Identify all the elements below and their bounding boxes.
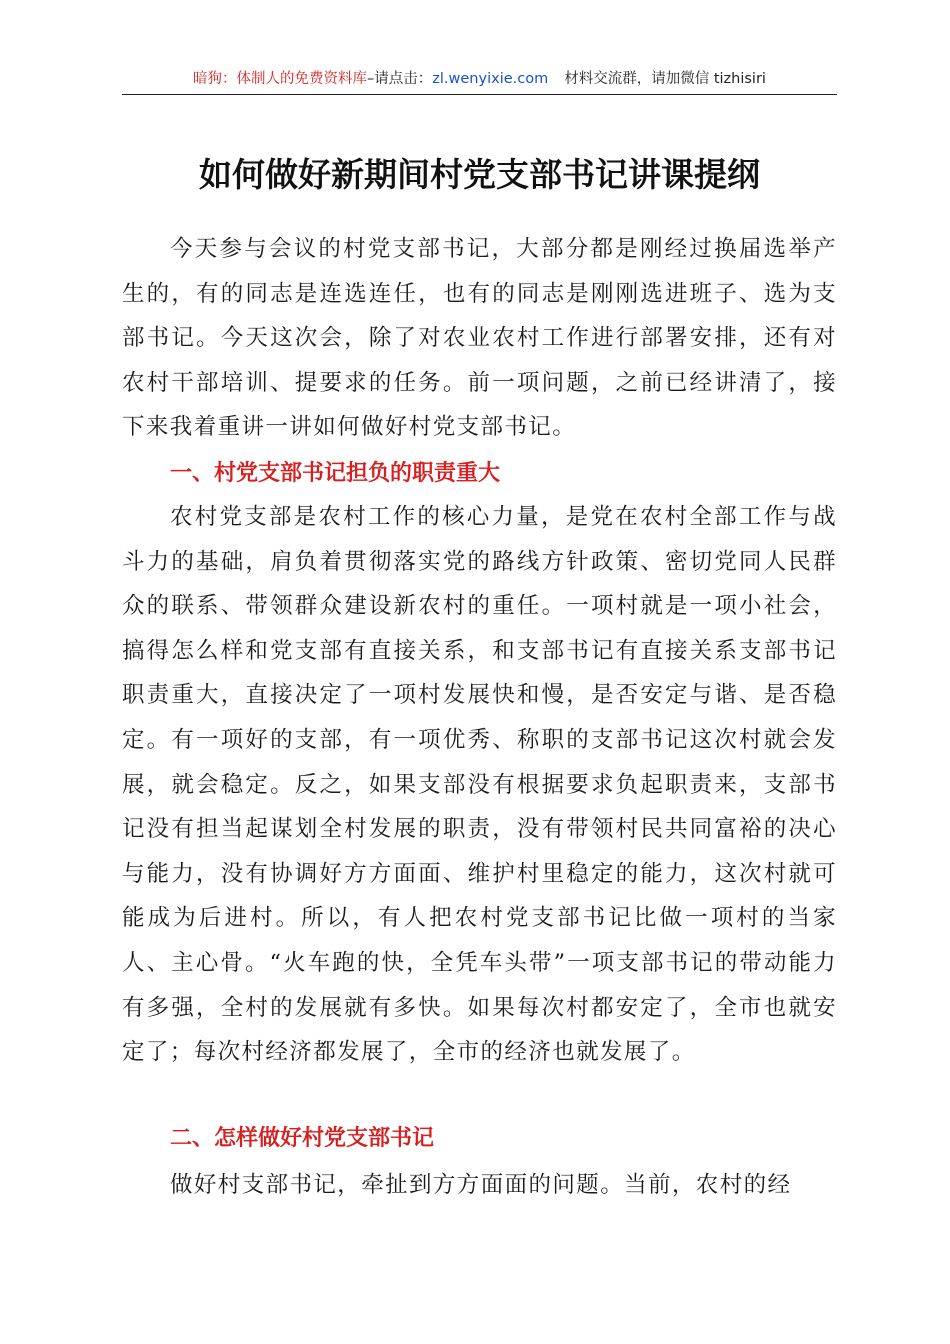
header-group-info: 材料交流群，请加微信 tizhisiri: [564, 71, 766, 87]
page-header: [122, 68, 837, 95]
section-1-heading: 一、村党支部书记担负的职责重大: [170, 461, 501, 486]
header-brand: 暗狗：体制人的免费资料库: [193, 71, 368, 87]
section-1-paragraph: 农村党支部是农村工作的核心力量，是党在农村全部工作与战斗力的基础，肩负着贯彻落实党的路线方针政策、密切党同人民群众的联系、带领群众建设新农村的重任。一项村就是一项小社会，搞得怎么样和党支部有直接关系，和支部书记有直接关系支部书记职责重大，直接决定了一项村发展快和慢，是否安定与谐、是否稳定。有一项好的支部，有一项优秀、称职的支部书记这次村就会发展，就会稳定。反之，如果支部没有根据要求负起职责来，支部书记没有担当起谋划全村发展的职责，没有带领村民共同富裕的决心与能力，没有协调好方方面面、维护村里稳定的能力，这次村就可能成为后进村。所以，有人把农村党支部书记比做一项村的当家人、主心骨。“火车跑的快，全凭车头带”一项支部书记的带动能力有多强，全村的发展就有多快。如果每次村都安定了，全市也就安定了；每次村经济都发展了，全市的经济也就发展了。: [122, 504, 837, 1066]
intro-paragraph: 今天参与会议的村党支部书记，大部分都是刚经过换届选举产生的，有的同志是连选连任，也有的同志是刚刚选进班子、选为支部书记。今天这次会，除了对农业农村工作进行部署安排，还有对农村干部培训、提要求的任务。前一项问题，之前已经讲清了，接下来我着重讲一讲如何做好村党支部书记。: [122, 236, 837, 441]
document-title: 如何做好新期间村党支部书记讲课提纲: [199, 155, 760, 194]
header-site-link[interactable]: zl.wenyixie.com: [432, 71, 549, 87]
section-2-paragraph: 做好村支部书记，牵扯到方方面面的问题。当前，农村的经: [170, 1172, 792, 1198]
section-2-heading: 二、怎样做好村党支部书记: [170, 1126, 435, 1151]
header-prompt: –请点击：: [367, 71, 433, 87]
